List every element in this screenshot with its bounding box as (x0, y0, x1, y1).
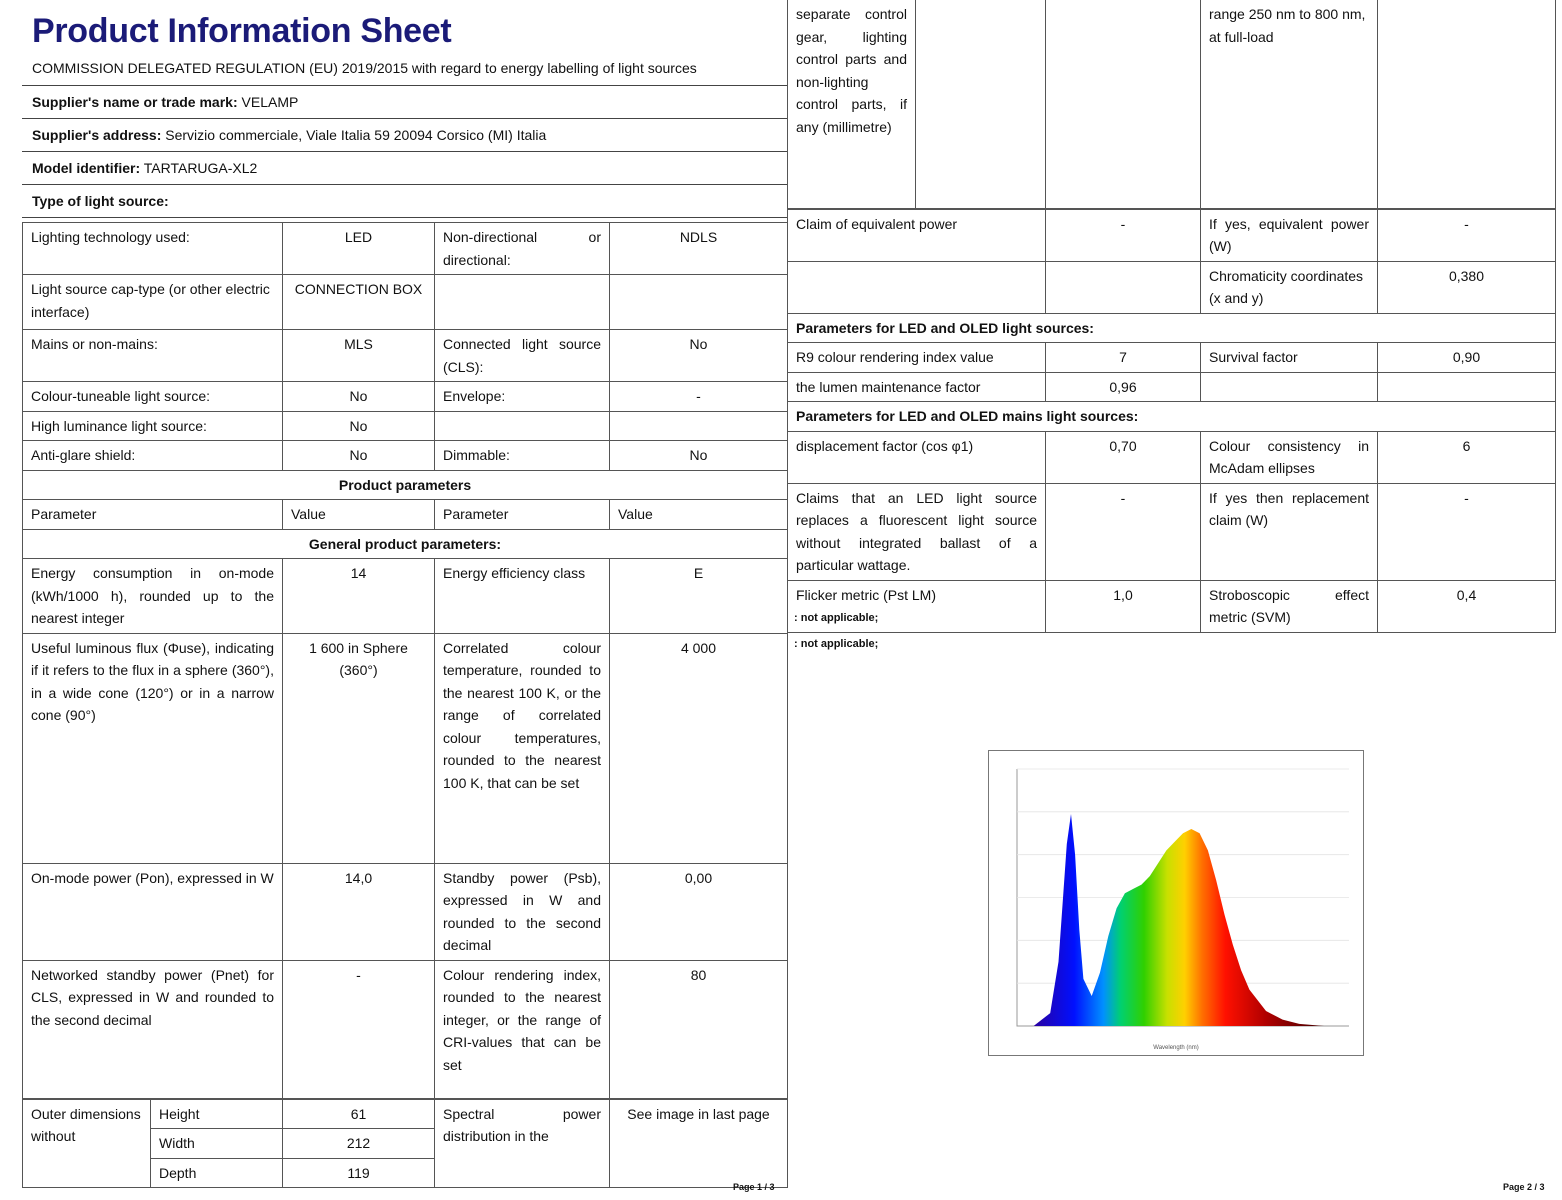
supplier-value: VELAMP (241, 94, 299, 110)
cell-label: separate control gear, lighting control parts and non-lighting control parts, if any (millimetre) (788, 0, 916, 208)
cell-label: Colour consistency in McAdam ellipses (1201, 431, 1378, 483)
cell-empty (1046, 0, 1201, 208)
table-row (788, 402, 1556, 432)
address-line (22, 119, 787, 152)
column-header: Parameter (435, 500, 610, 530)
cell-label: Envelope: (435, 382, 610, 412)
cell-label: Standby power (Psb), expressed in W and rounded to the second decimal (435, 863, 610, 960)
cell-label: the lumen maintenance factor (788, 372, 1046, 402)
footnote-1 (794, 612, 878, 624)
cell-value: 0,96 (1046, 372, 1201, 402)
cell-label: Connected light source (CLS): (435, 330, 610, 382)
cell-label: Survival factor (1201, 343, 1378, 373)
cell-value: NDLS (610, 223, 788, 275)
cell-label: Claims that an LED light source replaces a fluorescent light source without integrated ballast of a particular wattage. (788, 483, 1046, 580)
section-heading: Parameters for LED and OLED mains light sources: (788, 402, 1556, 432)
cell-value: 119 (283, 1158, 435, 1188)
cell-value: MLS (283, 330, 435, 382)
cell-label: Width (151, 1129, 283, 1159)
cell-label: Mains or non-mains: (23, 330, 283, 382)
column-header: Value (283, 500, 435, 530)
cell-label: Height (151, 1099, 283, 1129)
table-row (788, 372, 1556, 402)
table-row (23, 1099, 788, 1129)
cell-value: - (1046, 209, 1201, 261)
cell-label: Chromaticity coordinates (x and y) (1201, 261, 1378, 313)
address-value: Servizio commerciale, Viale Italia 59 20094 Corsico (MI) Italia (165, 127, 547, 143)
cell-empty (435, 411, 610, 441)
model-line (22, 152, 787, 185)
x-axis-label: Wavelength (nm) (1153, 1045, 1199, 1051)
cell-empty (610, 275, 788, 330)
cell-value: 61 (283, 1099, 435, 1129)
supplier-line (22, 86, 787, 119)
cell-label: Colour-tuneable light source: (23, 382, 283, 412)
table-row (23, 441, 788, 471)
table-row (23, 223, 788, 275)
cell-value: - (610, 382, 788, 412)
table-row (23, 330, 788, 382)
model-label: Model identifier: (32, 160, 141, 176)
table-row (788, 431, 1556, 483)
table-header-row (23, 500, 788, 530)
spectrum-area (1034, 814, 1325, 1026)
continued-table (787, 0, 1556, 209)
cell-value: 14,0 (283, 863, 435, 960)
light-source-table (22, 222, 788, 1099)
cell-label: Stroboscopic effect metric (SVM) (1201, 580, 1378, 632)
cell-empty (1201, 372, 1378, 402)
cell-label: Energy efficiency class (435, 559, 610, 634)
section-heading: Parameters for LED and OLED light sources: (788, 313, 1556, 343)
cell-label: Flicker metric (Pst LM) (788, 580, 1046, 632)
table-row (23, 960, 788, 1098)
cell-label (788, 209, 1046, 261)
cell-value: 0,90 (1378, 343, 1556, 373)
cell-label: If yes then replacement claim (W) (1201, 483, 1378, 580)
cell-value: 4 000 (610, 633, 788, 863)
spectral-power-chart (988, 750, 1364, 1056)
cell-label: Correlated colour temperature, rounded to the nearest 100 K, or the range of correlated colour temperatures, rounded to the nearest 100 K, that can be set (435, 633, 610, 863)
table-row (23, 411, 788, 441)
cell-value: No (283, 441, 435, 471)
page-footer: Page 2 / 3 (1503, 1182, 1545, 1192)
supplier-label: Supplier's name or trade mark: (32, 94, 238, 110)
dimensions-table (22, 1099, 788, 1189)
cell-empty (1378, 0, 1556, 208)
model-value: TARTARUGA-XL2 (143, 160, 258, 176)
cell-value: 14 (283, 559, 435, 634)
cell-label: On-mode power (Pon), expressed in W (23, 863, 283, 960)
cell-empty (435, 275, 610, 330)
cell-value: 0,380 (1378, 261, 1556, 313)
address-label: Supplier's address: (32, 127, 162, 143)
section-heading: Product parameters (23, 470, 788, 500)
table-row (788, 343, 1556, 373)
regulation-text: COMMISSION DELEGATED REGULATION (EU) 2019/2015 with regard to energy labelling of light sources (22, 57, 787, 86)
table-row (788, 313, 1556, 343)
type-line (22, 185, 787, 218)
page-footer: Page 1 / 3 (733, 1182, 775, 1192)
section-heading: General product parameters: (23, 529, 788, 559)
table-row (788, 261, 1556, 313)
table-row (23, 863, 788, 960)
cell-value: 0,4 (1378, 580, 1556, 632)
cell-label: Light source cap-type (or other electric interface) (23, 275, 283, 330)
cell-value: - (1378, 209, 1556, 261)
cell-value: See image in last page (610, 1099, 788, 1188)
cell-empty (916, 0, 1046, 208)
cell-value: - (1046, 483, 1201, 580)
cell-label: Lighting technology used: (23, 223, 283, 275)
power-table (787, 209, 1556, 633)
cell-value: 7 (1046, 343, 1201, 373)
cell-value: No (610, 330, 788, 382)
cell-value: 80 (610, 960, 788, 1098)
footnote-text: : not applicable; (794, 612, 879, 624)
cell-empty (788, 261, 1046, 313)
cell-label: Networked standby power (Pnet) for CLS, expressed in W and rounded to the second decimal (23, 960, 283, 1098)
cell-label: Dimmable: (435, 441, 610, 471)
cell-value: LED (283, 223, 435, 275)
cell-label: Outer dimensions without (23, 1099, 151, 1188)
cell-value: No (283, 411, 435, 441)
cell-value: CONNECTION BOX (283, 275, 435, 330)
type-label: Type of light source: (32, 193, 169, 209)
cell-value: 0,70 (1046, 431, 1201, 483)
cell-value: 0,00 (610, 863, 788, 960)
page-title: Product Information Sheet (32, 12, 452, 50)
spectrum-svg (989, 751, 1363, 1055)
table-row (788, 209, 1556, 261)
cell-label: displacement factor (cos φ1) (788, 431, 1046, 483)
cell-value: - (1378, 483, 1556, 580)
cell-label: If yes, equivalent power (W) (1201, 209, 1378, 261)
page-2 (787, 0, 1555, 633)
cell-label: Non-directional or directional: (435, 223, 610, 275)
footnote-text: : not applicable; (794, 638, 879, 650)
cell-value: 1 600 in Sphere (360°) (283, 633, 435, 863)
cell-label: range 250 nm to 800 nm, at full-load (1201, 0, 1378, 208)
cell-empty (1378, 372, 1556, 402)
table-row (23, 470, 788, 500)
cell-value: 212 (283, 1129, 435, 1159)
cell-empty (1046, 261, 1201, 313)
cell-label: Energy consumption in on-mode (kWh/1000 h), rounded up to the nearest integer (23, 559, 283, 634)
table-row (23, 529, 788, 559)
column-header: Value (610, 500, 788, 530)
cell-value: - (283, 960, 435, 1098)
cell-value: No (610, 441, 788, 471)
cell-label: High luminance light source: (23, 411, 283, 441)
cell-label: Spectral power distribution in the (435, 1099, 610, 1188)
cell-label: Colour rendering index, rounded to the nearest integer, or the range of CRI-values that can be set (435, 960, 610, 1098)
cell-empty (610, 411, 788, 441)
equivalent-power-label: Claim of equivalent power (796, 215, 958, 232)
cell-label: Anti-glare shield: (23, 441, 283, 471)
page-1 (22, 0, 787, 1188)
cell-value: 1,0 (1046, 580, 1201, 632)
column-header: Parameter (23, 500, 283, 530)
table-row (23, 382, 788, 412)
cell-value: 6 (1378, 431, 1556, 483)
cell-value: No (283, 382, 435, 412)
table-row (788, 580, 1556, 632)
cell-label: Useful luminous flux (Φuse), indicating if it refers to the flux in a sphere (360°), in a wide cone (120°) or in a narrow cone (90°) (23, 633, 283, 863)
table-row (23, 559, 788, 634)
cell-label: R9 colour rendering index value (788, 343, 1046, 373)
cell-value: E (610, 559, 788, 634)
cell-label: Depth (151, 1158, 283, 1188)
table-row (23, 633, 788, 863)
table-row (23, 275, 788, 330)
table-row (788, 0, 1556, 208)
footnote-2 (794, 638, 878, 650)
table-row (788, 483, 1556, 580)
